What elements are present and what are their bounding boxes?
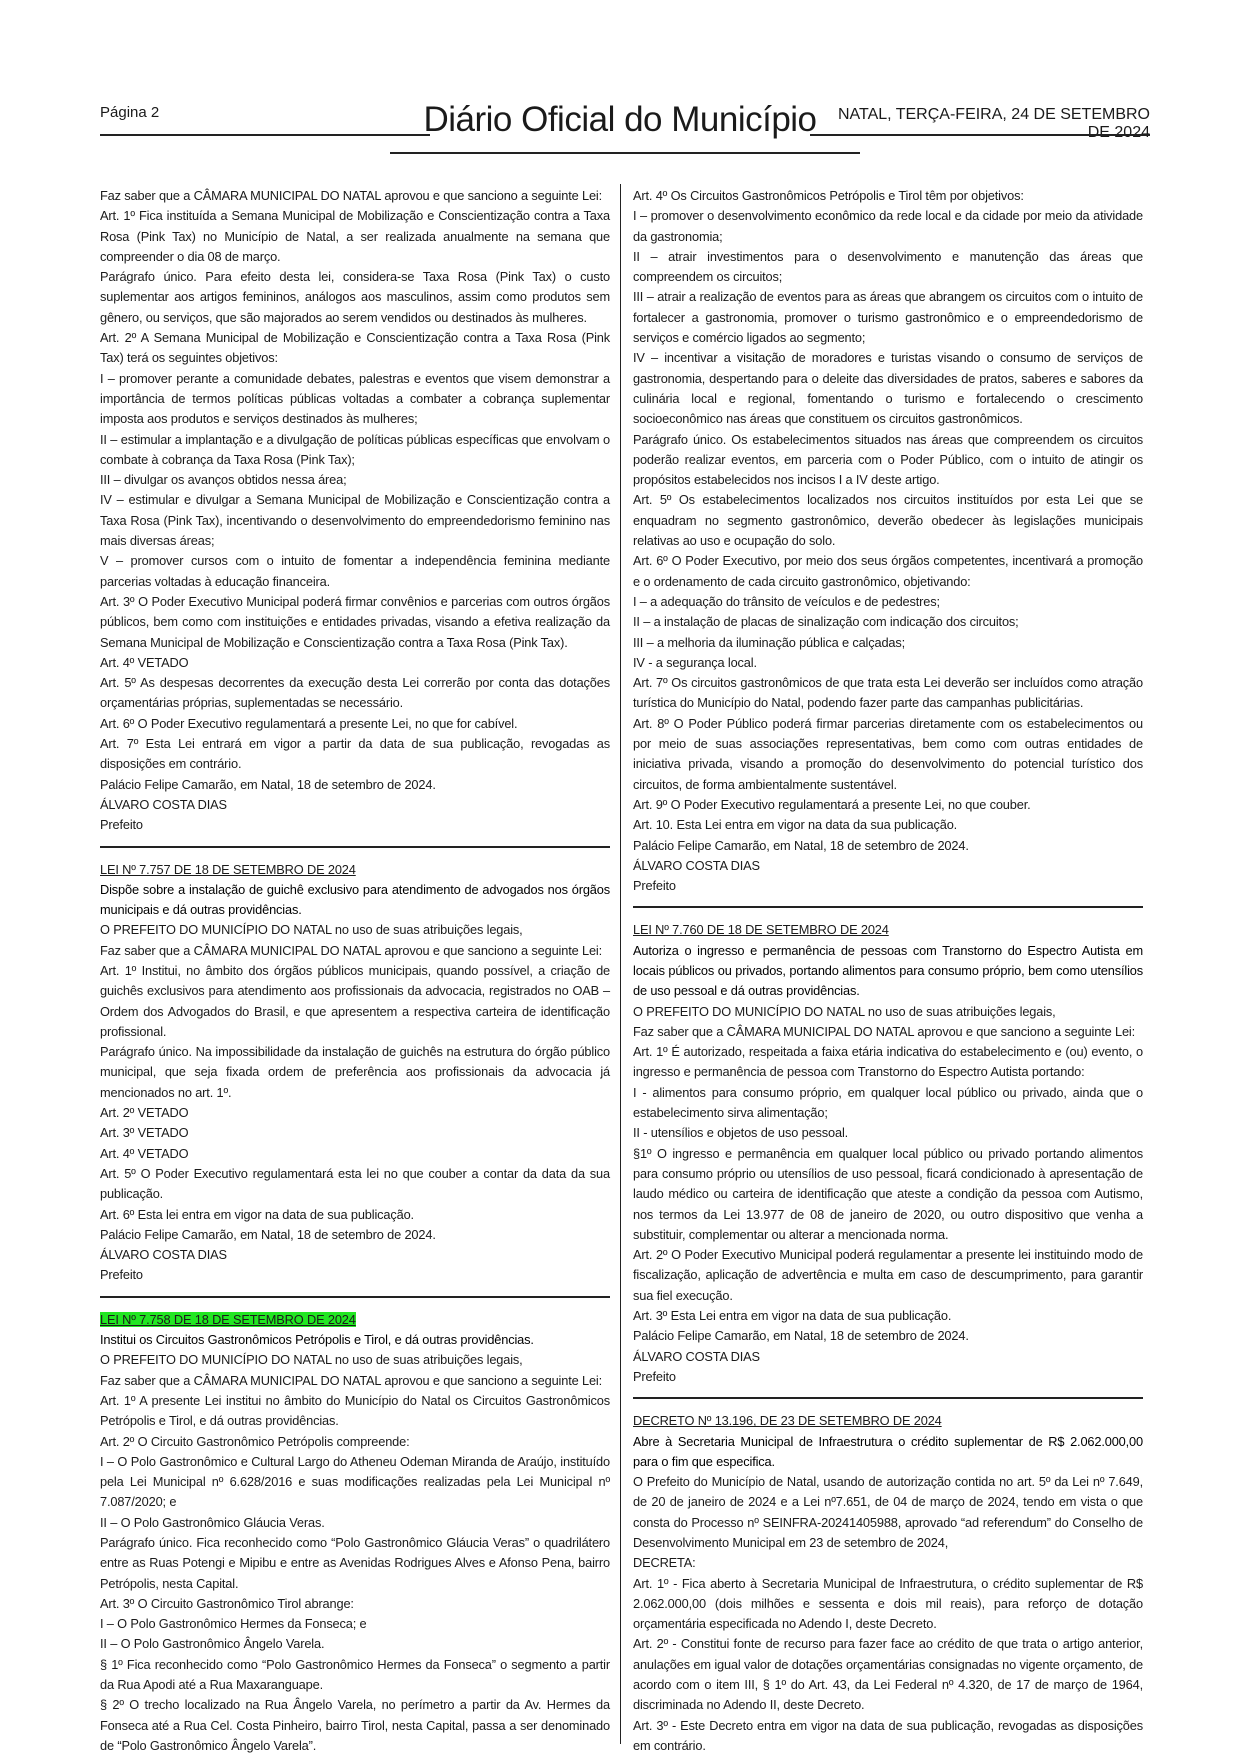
header-rule-left [100,134,430,136]
paragraph: Art. 3º Esta Lei entra em vigor na data de sua publicação. [633,1308,952,1324]
paragraph: IV – incentivar a visitação de moradores e turistas visando o consumo de serviços de gastronomia, despertando para o deleite das diversidades de pratos, saberes e sabores da culinária local e regional, fomentando o turismo e fortalecendo o crescimento socioeconômico nas áreas que constituem os circuitos gastronômicos. [633,350,1143,427]
paragraph: III – atrair a realização de eventos para as áreas que abrangem os circuitos com o intuito de fortalecer a gastronomia, promover o turismo gastronômico e o empreendedorismo de serviços e comércio ligados ao segmento; [633,289,1143,346]
paragraph: II – O Polo Gastronômico Ângelo Varela. [100,1636,325,1652]
paragraph: ÁLVARO COSTA DIAS [633,857,760,873]
paragraph: Art. 6º O Poder Executivo, por meio dos seus órgãos competentes, incentivará a promoção e o ordenamento de cada circuito gastronômico, objetivando: [633,553,1143,589]
paragraph: Art. 4º VETADO [100,654,189,670]
paragraph: Art. 3º - Este Decreto entra em vigor na data de sua publicação, revogadas as disposições em contrário. [633,1717,1143,1753]
paragraph: Parágrafo único. Fica reconhecido como “Polo Gastronômico Gláucia Veras” o quadrilátero entre as Ruas Potengi e Mipibu e entre as Avenidas Rodrigues Alves e Afonso Pena, bairro Petrópolis, nesta Capital. [100,1535,610,1591]
paragraph: Art. 3º VETADO [100,1125,189,1141]
law-text-block [100,186,610,836]
law-ementa-7760: Autoriza o ingresso e permanência de pessoas com Transtorno do Espectro Autista em locais públicos ou privados, portando alimentos para consumo próprio, bem como utensílios de uso pessoal e dá outras providências. [633,942,1143,999]
paragraph: Art. 2º A Semana Municipal de Mobilização e Conscientização contra a Taxa Rosa (Pink Tax) terá os seguintes objetivos: [100,330,610,366]
decree-body-13196 [633,1472,1143,1756]
paragraph: Art. 2º O Circuito Gastronômico Petrópolis compreende: [100,1433,410,1449]
paragraph: Art. 1º Institui, no âmbito dos órgãos públicos municipais, quando possível, a criação de guichês exclusivos para atendimento aos profissionais da advocacia, registrados no OAB – Ordem dos Advogados do Brasil, e que apresentem a respectiva carteira de identificação profissional. [100,962,610,1039]
paragraph: Art. 5º O Poder Executivo regulamentará esta lei no que couber a contar da data da sua publicação. [100,1165,610,1202]
paragraph: III – a melhoria da iluminação pública e calçadas; [633,634,906,650]
paragraph: Parágrafo único. Na impossibilidade da instalação de guichês na estrutura do órgão público municipal, que seja fixada ordem de preferência aos profissionais da advocacia já mencionados no art. 1º. [100,1044,610,1100]
paragraph: II – estimular a implantação e a divulgação de políticas públicas específicas que envolvam o combate à cobrança da Taxa Rosa (Pink Tax); [100,431,610,467]
highlighted-law-title: LEI Nº 7.758 DE 18 DE SETEMBRO DE 2024 [100,1311,356,1327]
paragraph: Parágrafo único. Os estabelecimentos situados nas áreas que compreendem os circuitos poderão realizar eventos, em parceria com o Poder Público, com o intuito de atingir os propósitos estabelecidos nos incisos I a IV deste artigo. [633,431,1143,488]
paragraph: V – promover cursos com o intuito de fomentar a independência feminina mediante parcerias voltadas à educação financeira. [100,553,610,589]
paragraph: §1º O ingresso e permanência em qualquer local público ou privado portando alimentos para consumo próprio ou utensílios de uso pessoal, ficará condicionado à apresentação de laudo médico ou carteira de identificação que ateste a condição da pessoa com Autismo, nos termos da Lei 13.977 de 08 de janeiro de 2020, ou outro dispositivo que venha a substituir, complementar ou alterar a mencionada norma. [633,1145,1143,1242]
paragraph: O PREFEITO DO MUNICÍPIO DO NATAL no uso de suas atribuições legais, [633,1003,1056,1019]
law-ementa-7758: Institui os Circuitos Gastronômicos Petrópolis e Tirol, e dá outras providências. [100,1332,534,1348]
paragraph: II – atrair investimentos para o desenvolvimento e manutenção das áreas que compreendem os circuitos; [633,248,1143,285]
law-body-7760 [633,1002,1143,1388]
paragraph: Art. 7º Os circuitos gastronômicos de que trata esta Lei deverão ser incluídos como atração turística do Município do Natal, podendo fazer parte das campanhas publicitárias. [633,675,1143,711]
paragraph: Art. 5º As despesas decorrentes da execução desta Lei correrão por conta das dotações orçamentárias próprias, suplementadas se necessário. [100,675,610,711]
paragraph: I – promover o desenvolvimento econômico da rede local e da cidade por meio da atividade da gastronomia; [633,208,1143,244]
paragraph: Art. 1º Fica instituída a Semana Municipal de Mobilização e Conscientização contra a Taxa Rosa (Pink Tax) no Município de Natal, a ser realizada anualmente na semana que compreender o dia 08 de março. [100,208,610,264]
column-divider [620,184,621,1744]
paragraph: Art. 1º A presente Lei institui no âmbito do Município do Natal os Circuitos Gastronômicos Petrópolis e Tirol, e dá outras providências. [100,1392,610,1429]
paragraph: Faz saber que a CÂMARA MUNICIPAL DO NATAL aprovou e que sanciono a seguinte Lei: [100,1372,603,1388]
left-column [100,186,610,1756]
paragraph: DECRETA: [633,1555,696,1571]
paragraph: Art. 5º Os estabelecimentos localizados nos circuitos instituídos por esta Lei que se enquadram no segmento gastronômico, deverão obedecer às legislações municipais relativas ao uso e ocupação do solo. [633,492,1143,549]
law-title-7760: LEI Nº 7.760 DE 18 DE SETEMBRO DE 2024 [633,922,889,938]
law-ementa-7757: Dispõe sobre a instalação de guichê exclusivo para atendimento de advogados nos órgãos municipais e dá outras providências. [100,881,610,918]
page-number: Página 2 [100,104,160,121]
paragraph: ÁLVARO COSTA DIAS [100,1247,227,1263]
paragraph: Parágrafo único. Para efeito desta lei, considera-se Taxa Rosa (Pink Tax) o custo suplementar aos artigos femininos, análogos aos masculinos, assim como produtos sem gênero, ou serviços, que são majorados ao serem vendidos ou destinados às mulheres. [100,269,610,325]
paragraph: I – O Polo Gastronômico e Cultural Largo do Atheneu Odeman Miranda de Araújo, instituído pela Lei Municipal nº 6.628/2016 e suas modificações realizadas pela Lei Municipal nº 7.087/2020; e [100,1453,610,1510]
paragraph: Art. 3º O Circuito Gastronômico Tirol abrange: [100,1595,354,1611]
paragraph: Art. 1º É autorizado, respeitada a faixa etária indicativa do estabelecimento e (ou) evento, o ingresso e permanência de pessoa com Transtorno do Espectro Autista portando: [633,1044,1143,1080]
decree-ementa-13196: Abre à Secretaria Municipal de Infraestrutura o crédito suplementar de R$ 2.062.000,00 para o fim que especifica. [633,1433,1143,1469]
paragraph: Prefeito [633,1368,676,1384]
section-separator [100,1296,610,1298]
paragraph: Palácio Felipe Camarão, em Natal, 18 de setembro de 2024. [100,776,436,792]
paragraph: II – a instalação de placas de sinalização com indicação dos circuitos; [633,614,1019,630]
paragraph: Palácio Felipe Camarão, em Natal, 18 de setembro de 2024. [100,1226,436,1242]
publication-title: Diário Oficial do Município [423,100,817,139]
paragraph: II - utensílios e objetos de uso pessoal. [633,1125,849,1141]
paragraph: § 1º Fica reconhecido como “Polo Gastronômico Hermes da Fonseca” o segmento a partir da Rua Apodi até a Rua Maxaranguape. [100,1656,610,1693]
paragraph: Faz saber que a CÂMARA MUNICIPAL DO NATAL aprovou e que sanciono a seguinte Lei: [100,188,603,203]
paragraph: I – a adequação do trânsito de veículos e de pedestres; [633,593,940,609]
paragraph: Palácio Felipe Camarão, em Natal, 18 de setembro de 2024. [633,837,969,853]
paragraph: Prefeito [100,1267,143,1283]
paragraph: Faz saber que a CÂMARA MUNICIPAL DO NATAL aprovou e que sanciono a seguinte Lei: [100,942,603,958]
right-column [633,186,1143,1756]
paragraph: Prefeito [633,878,676,894]
publication-date: NATAL, TERÇA-FEIRA, 24 DE SETEMBRO DE 2024 [837,106,1150,141]
paragraph: I – O Polo Gastronômico Hermes da Fonseca; e [100,1616,367,1632]
paragraph: Art. 1º - Fica aberto à Secretaria Municipal de Infraestrutura, o crédito suplementar de R$ 2.062.000,00 (dois milhões e sessenta e dois mil reais), para reforço de dotação orçamentária especificada no Adendo I, deste Decreto. [633,1575,1143,1632]
paragraph: O PREFEITO DO MUNICÍPIO DO NATAL no uso de suas atribuições legais, [100,1352,523,1368]
header-rule-title [390,152,860,154]
paragraph: Palácio Felipe Camarão, em Natal, 18 de setembro de 2024. [633,1328,969,1344]
paragraph: ÁLVARO COSTA DIAS [633,1348,760,1364]
paragraph: I - alimentos para consumo próprio, em qualquer local público ou privado, ainda que o estabelecimento sirva alimentação; [633,1084,1143,1121]
paragraph: Art. 7º Esta Lei entrará em vigor a partir da data de sua publicação, revogadas as disposições em contrário. [100,736,610,772]
section-separator [633,906,1143,908]
paragraph: Art. 3º O Poder Executivo Municipal poderá firmar convênios e parcerias com outros órgãos públicos, bem como com instituições e entidades privadas, visando a efetiva realização da Semana Municipal de Mobilização e Conscientização contra a Taxa Rosa (Pink Tax). [100,593,610,650]
paragraph: Art. 2º - Constitui fonte de recurso para fazer face ao crédito de que trata o artigo anterior, anulações em igual valor de dotações orçamentárias consignadas no vigente orçamento, de acordo com o item III, § 1º do Art. 43, da Lei Federal nº 4.320, de 17 de março de 1964, discriminada no Adendo II, deste Decreto. [633,1636,1143,1713]
law-title-7758 [100,1310,610,1330]
paragraph: O PREFEITO DO MUNICÍPIO DO NATAL no uso de suas atribuições legais, [100,922,523,938]
law-title-7757: LEI Nº 7.757 DE 18 DE SETEMBRO DE 2024 [100,861,356,877]
paragraph: Art. 6º O Poder Executivo regulamentará a presente Lei, no que for cabível. [100,715,518,731]
paragraph: IV - a segurança local. [633,654,757,670]
law-body-7757 [100,920,610,1285]
paragraph: Faz saber que a CÂMARA MUNICIPAL DO NATAL aprovou e que sanciono a seguinte Lei: [633,1023,1136,1039]
paragraph: § 2º O trecho localizado na Rua Ângelo Varela, no perímetro a partir da Av. Hermes da Fonseca até a Rua Cel. Costa Pinheiro, bairro Tirol, nesta Capital, passa a ser denominado de “Polo Gastronômico Ângelo Varela”. [100,1697,610,1753]
law-body-7758 [100,1350,610,1756]
paragraph: Art. 8º O Poder Público poderá firmar parcerias diretamente com os estabelecimentos ou por meio de suas associações representativas, bem como com outras entidades de iniciativa privada, visando a promoção do desenvolvimento do potencial turístico dos circuitos, de forma ambientalmente sustentável. [633,715,1143,792]
decree-title-13196: DECRETO Nº 13.196, DE 23 DE SETEMBRO DE 2024 [633,1413,942,1429]
section-separator [100,846,610,848]
paragraph: ÁLVARO COSTA DIAS [100,796,227,812]
paragraph: Art. 9º O Poder Executivo regulamentará a presente Lei, no que couber. [633,796,1031,812]
header-rule-right [810,134,1150,136]
paragraph: II – O Polo Gastronômico Gláucia Veras. [100,1514,325,1530]
paragraph: Art. 4º VETADO [100,1145,189,1161]
paragraph: III – divulgar os avanços obtidos nessa área; [100,472,347,488]
paragraph: Prefeito [100,817,143,833]
paragraph: Art. 2º O Poder Executivo Municipal poderá regulamentar a presente lei instituindo modo de fiscalização, aplicação de advertência e multa em caso de descumprimento, para garantir sua fiel execução. [633,1247,1143,1303]
paragraph: IV – estimular e divulgar a Semana Municipal de Mobilização e Conscientização contra a Taxa Rosa (Pink Tax), incentivando o desenvolvimento do empreendedorismo feminino nas mais diversas áreas; [100,492,610,549]
paragraph: Art. 2º VETADO [100,1105,189,1121]
paragraph: Art. 4º Os Circuitos Gastronômicos Petrópolis e Tirol têm por objetivos: [633,188,1024,203]
paragraph: O Prefeito do Município de Natal, usando de autorização contida no art. 5º da Lei nº 7.649, de 20 de janeiro de 2024 e a Lei nº7.651, de 04 de março de 2024, tendo em vista o que consta do Processo nº SEINFRA-20241405988, aprovado “ad referendum” do Conselho de Desenvolvimento Municipal em 23 de setembro de 2024, [633,1474,1143,1550]
paragraph: I – promover perante a comunidade debates, palestras e eventos que visem demonstrar a importância de termos políticas públicas voltadas a combater a cobrança suplementar imposta aos produtos e serviços destinados às mulheres; [100,370,610,427]
law-text-block-continued [633,186,1143,896]
section-separator [633,1397,1143,1399]
paragraph: Art. 6º Esta lei entra em vigor na data de sua publicação. [100,1206,414,1222]
paragraph: Art. 10. Esta Lei entra em vigor na data da sua publicação. [633,817,958,833]
